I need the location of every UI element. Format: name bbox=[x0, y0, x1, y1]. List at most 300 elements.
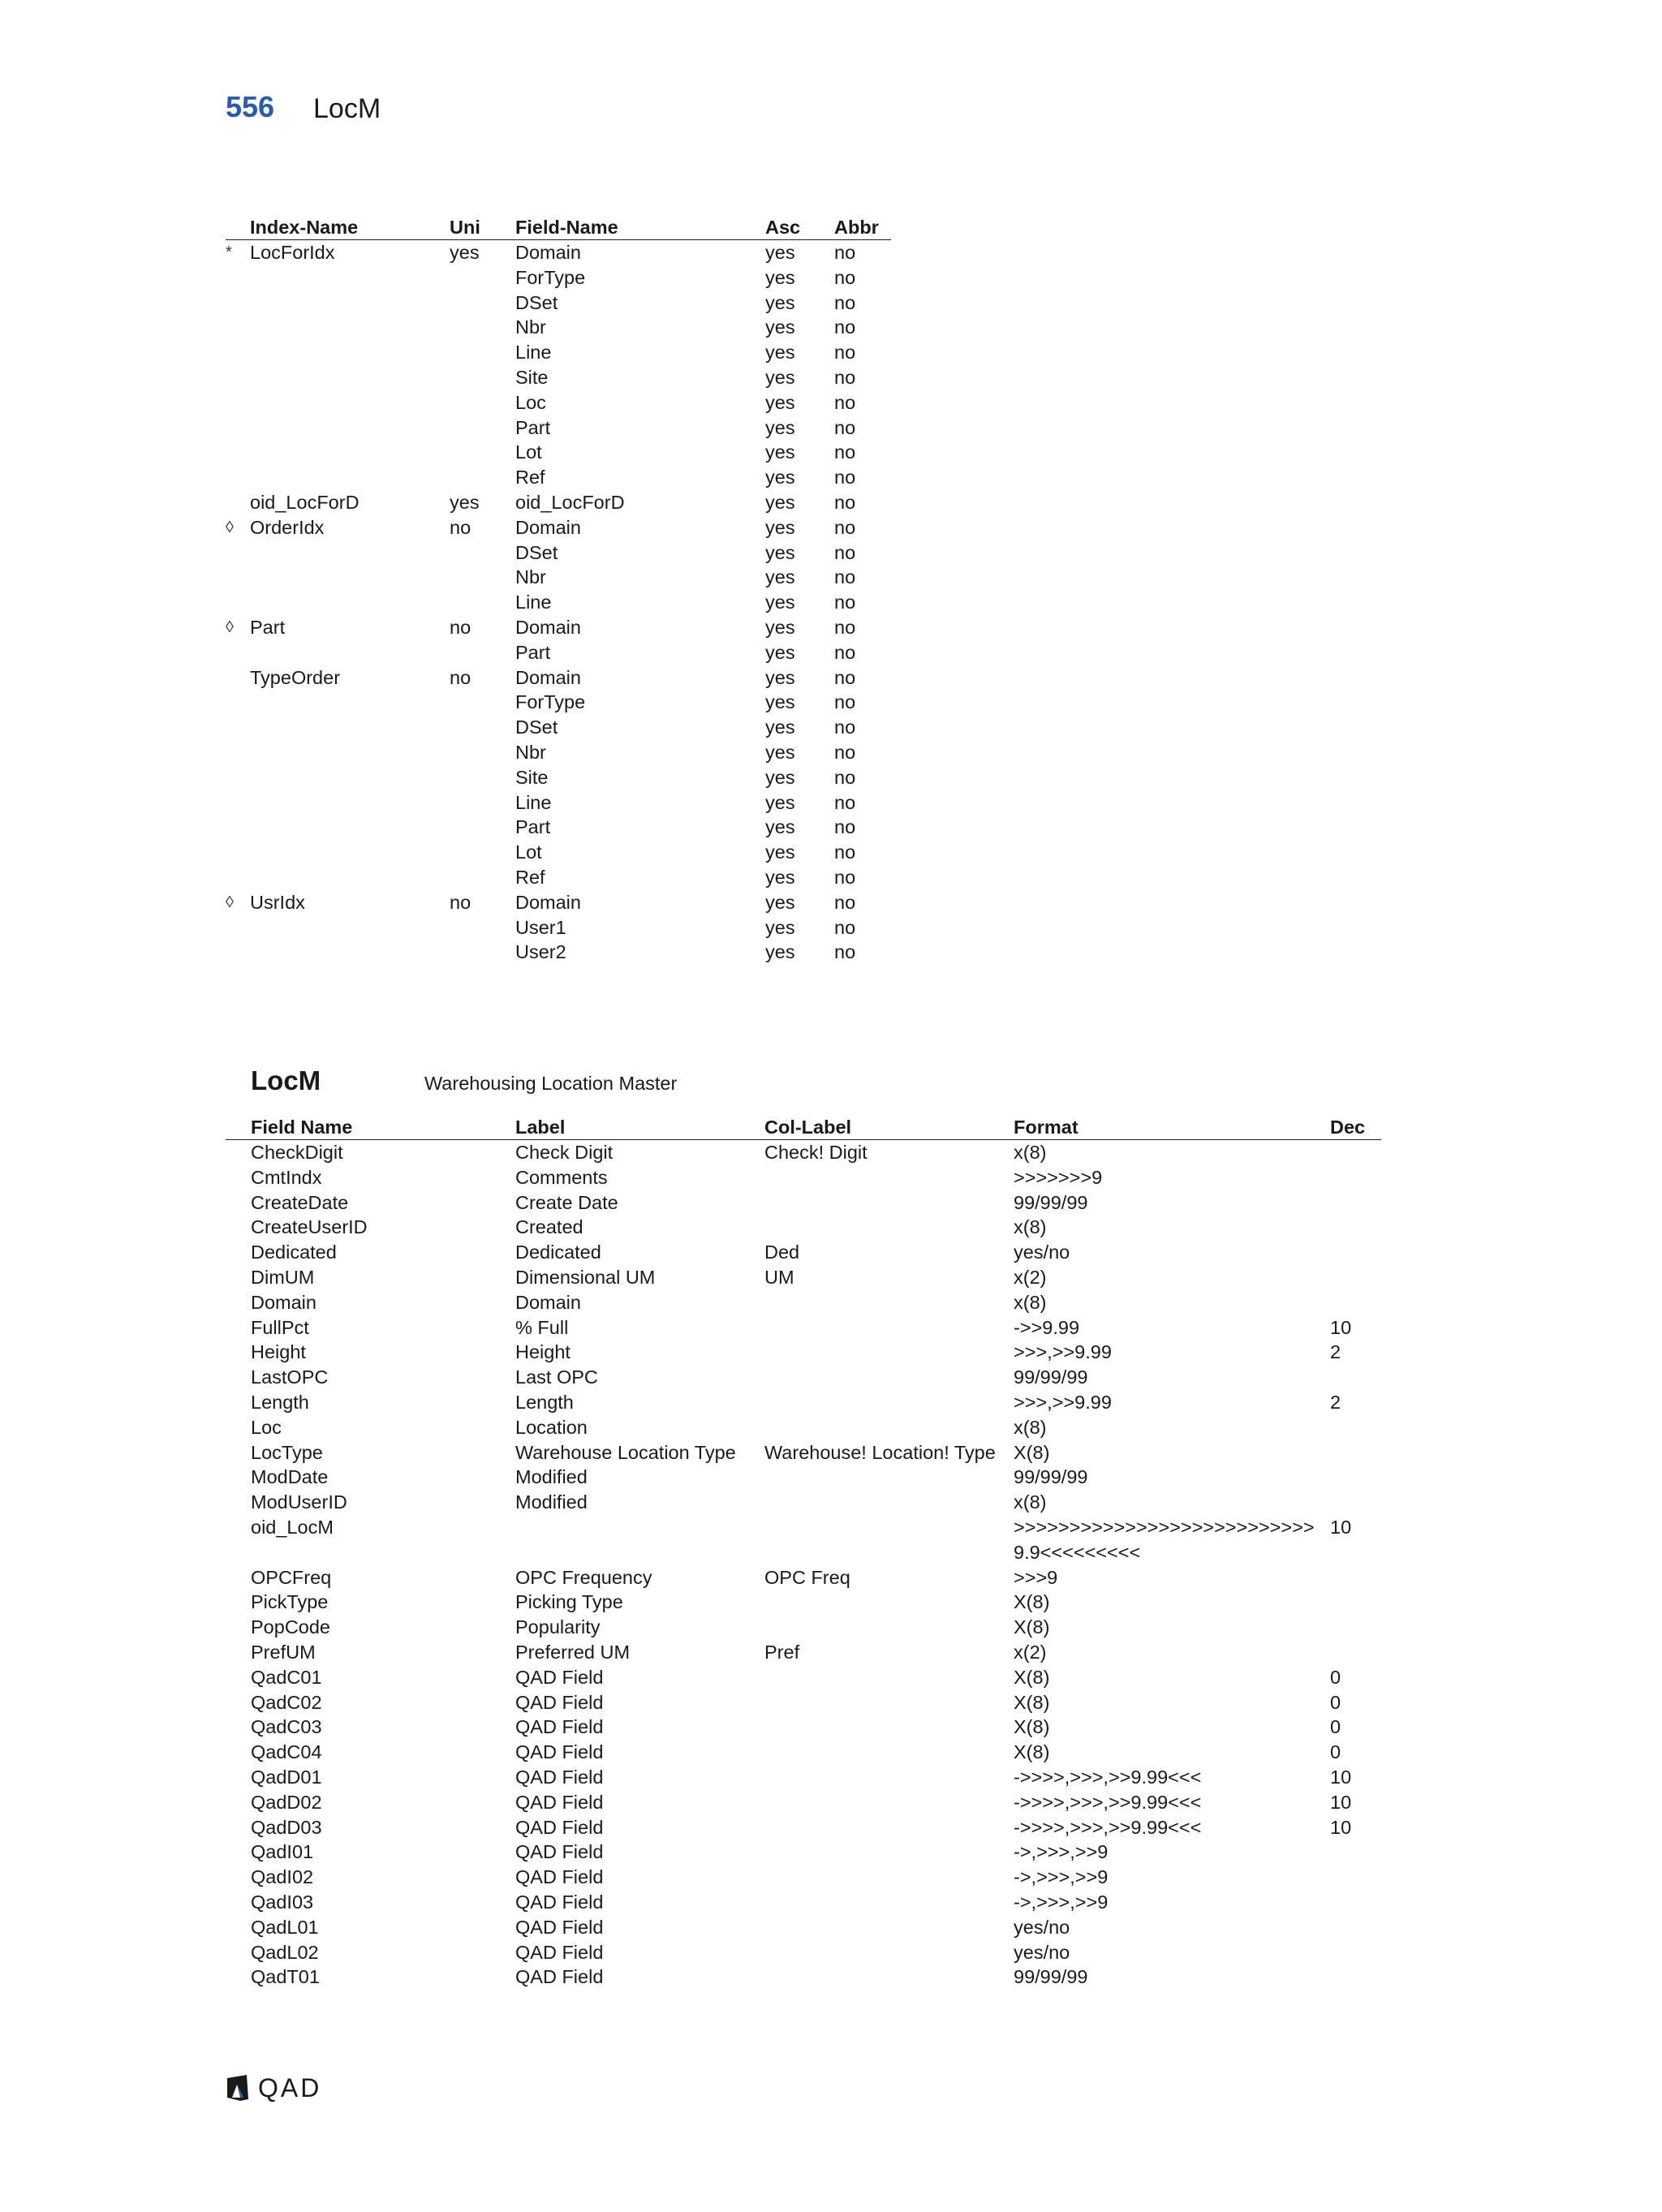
field-row bbox=[226, 1515, 1381, 1565]
field-col-label bbox=[764, 1965, 1014, 1990]
field-row-spacer bbox=[226, 1765, 251, 1790]
field-col-label: Warehouse! Location! Type bbox=[764, 1441, 996, 1463]
index-row bbox=[226, 540, 891, 566]
field-label: Warehouse Location Type bbox=[515, 1441, 736, 1463]
field-row bbox=[226, 1615, 1381, 1640]
field-label: Length bbox=[515, 1391, 574, 1413]
index-abbr: no bbox=[834, 916, 856, 938]
index-name: oid_LocForD bbox=[250, 491, 360, 513]
field-col-label: Check! Digit bbox=[764, 1142, 868, 1163]
field-row-spacer bbox=[226, 1340, 251, 1365]
index-field: Line bbox=[515, 791, 552, 813]
field-dec: 10 bbox=[1330, 1316, 1352, 1338]
field-col-label bbox=[764, 1415, 1014, 1440]
field-format: >>>,>>9.99 bbox=[1014, 1341, 1112, 1363]
index-field: Part bbox=[515, 816, 551, 838]
index-field: Line bbox=[515, 342, 552, 364]
col-label-col-header: Col-Label bbox=[764, 1117, 852, 1138]
field-row bbox=[226, 1440, 1381, 1465]
index-name bbox=[250, 440, 450, 465]
field-row-spacer bbox=[226, 1815, 251, 1840]
index-mark bbox=[226, 465, 250, 490]
index-asc: yes bbox=[765, 766, 795, 788]
field-row-spacer bbox=[226, 1965, 251, 1990]
field-row-spacer bbox=[226, 1190, 251, 1216]
field-row bbox=[226, 1315, 1381, 1341]
index-abbr: no bbox=[834, 891, 856, 913]
index-name bbox=[250, 765, 450, 790]
index-unique bbox=[450, 640, 515, 665]
index-name bbox=[250, 565, 450, 590]
index-name bbox=[250, 715, 450, 740]
index-field: Nbr bbox=[515, 741, 546, 763]
field-label: Height bbox=[515, 1341, 571, 1363]
index-name bbox=[250, 790, 450, 816]
index-asc: yes bbox=[765, 242, 795, 263]
index-unique bbox=[450, 765, 515, 790]
index-table bbox=[226, 215, 891, 965]
index-unique bbox=[450, 940, 515, 965]
field-dec bbox=[1330, 1490, 1381, 1515]
asc-header: Asc bbox=[765, 217, 801, 238]
index-name bbox=[250, 465, 450, 490]
index-name bbox=[250, 265, 450, 290]
index-row bbox=[226, 440, 891, 465]
field-row bbox=[226, 1665, 1381, 1690]
field-row bbox=[226, 1215, 1381, 1240]
field-row bbox=[226, 1915, 1381, 1940]
index-name: UsrIdx bbox=[250, 891, 305, 913]
index-name: TypeOrder bbox=[250, 666, 341, 688]
index-name: LocForIdx bbox=[250, 242, 335, 263]
index-mark bbox=[226, 865, 250, 890]
index-mark bbox=[226, 640, 250, 665]
field-row bbox=[226, 1190, 1381, 1216]
index-field: Ref bbox=[515, 467, 545, 488]
index-unique bbox=[450, 715, 515, 740]
index-row bbox=[226, 590, 891, 615]
index-unique bbox=[450, 390, 515, 415]
field-col-label: Ded bbox=[764, 1242, 800, 1263]
index-mark: * bbox=[226, 243, 232, 261]
field-col-label bbox=[764, 1215, 1014, 1240]
field-row bbox=[226, 1740, 1381, 1765]
field-label bbox=[515, 1515, 764, 1565]
field-col-label bbox=[764, 1165, 1014, 1190]
index-abbr: no bbox=[834, 316, 856, 338]
index-abbr: no bbox=[834, 391, 856, 413]
index-unique bbox=[450, 415, 515, 441]
field-dec bbox=[1330, 1590, 1381, 1615]
field-row bbox=[226, 1865, 1381, 1890]
field-row-spacer bbox=[226, 1265, 251, 1290]
index-field: ForType bbox=[515, 266, 586, 288]
index-unique bbox=[450, 365, 515, 390]
field-row bbox=[226, 1565, 1381, 1590]
index-name bbox=[250, 840, 450, 865]
field-row-spacer bbox=[226, 1165, 251, 1190]
field-label: Location bbox=[515, 1416, 588, 1438]
field-name: ModUserID bbox=[251, 1491, 347, 1513]
field-format: >>>>>>>>>>>>>>>>>>>>>>>>>>>9.9<<<<<<<<< bbox=[1014, 1516, 1315, 1563]
field-row-spacer bbox=[226, 1415, 251, 1440]
field-row-spacer bbox=[226, 1590, 251, 1615]
index-field: DSet bbox=[515, 291, 558, 313]
field-row-spacer bbox=[226, 1215, 251, 1240]
field-dec bbox=[1330, 1140, 1381, 1165]
index-mark bbox=[226, 390, 250, 415]
index-asc: yes bbox=[765, 841, 795, 863]
index-mark bbox=[226, 490, 250, 515]
index-asc: yes bbox=[765, 516, 795, 538]
index-abbr: no bbox=[834, 566, 856, 588]
index-unique bbox=[450, 565, 515, 590]
field-dec bbox=[1330, 1240, 1381, 1265]
index-table-body bbox=[226, 240, 891, 966]
field-col-label bbox=[764, 1940, 1014, 1965]
field-label: QAD Field bbox=[515, 1691, 604, 1713]
field-label: QAD Field bbox=[515, 1841, 604, 1863]
index-abbr: no bbox=[834, 467, 856, 488]
index-mark bbox=[226, 815, 250, 840]
index-row bbox=[226, 390, 891, 415]
index-name bbox=[250, 815, 450, 840]
index-field: DSet bbox=[515, 717, 558, 738]
field-name: PickType bbox=[251, 1591, 329, 1613]
format-col-header: Format bbox=[1014, 1117, 1079, 1138]
index-mark bbox=[226, 415, 250, 441]
field-name: QadL01 bbox=[251, 1916, 319, 1938]
field-format: X(8) bbox=[1014, 1616, 1050, 1638]
field-label: Create Date bbox=[515, 1191, 618, 1213]
field-name: LocType bbox=[251, 1441, 323, 1463]
index-mark bbox=[226, 790, 250, 816]
index-abbr: no bbox=[834, 416, 856, 438]
index-row bbox=[226, 315, 891, 340]
field-format: x(8) bbox=[1014, 1416, 1047, 1438]
index-asc: yes bbox=[765, 641, 795, 663]
field-label: QAD Field bbox=[515, 1916, 604, 1938]
field-col-label: Pref bbox=[764, 1641, 800, 1663]
field-row-spacer bbox=[226, 1790, 251, 1815]
field-name: CreateUserID bbox=[251, 1216, 368, 1238]
field-row-spacer bbox=[226, 1240, 251, 1265]
field-format: X(8) bbox=[1014, 1741, 1050, 1763]
index-name bbox=[250, 340, 450, 365]
field-label: Last OPC bbox=[515, 1366, 598, 1388]
field-name: oid_LocM bbox=[251, 1516, 334, 1538]
index-unique: no bbox=[450, 516, 471, 538]
field-label: Check Digit bbox=[515, 1142, 614, 1163]
index-row bbox=[226, 415, 891, 441]
index-abbr: no bbox=[834, 841, 856, 863]
index-unique: no bbox=[450, 891, 471, 913]
index-field: Lot bbox=[515, 841, 542, 863]
field-label: Domain bbox=[515, 1291, 581, 1313]
field-row-spacer bbox=[226, 1490, 251, 1515]
index-unique bbox=[450, 865, 515, 890]
index-row bbox=[226, 365, 891, 390]
field-name: QadI01 bbox=[251, 1841, 314, 1863]
field-name: QadC02 bbox=[251, 1691, 322, 1713]
index-field: User2 bbox=[515, 941, 566, 963]
index-abbr: no bbox=[834, 491, 856, 513]
field-label: QAD Field bbox=[515, 1741, 604, 1763]
uni-header: Uni bbox=[450, 217, 480, 238]
field-dec: 10 bbox=[1330, 1816, 1352, 1838]
index-field: Nbr bbox=[515, 566, 546, 588]
field-name: Length bbox=[251, 1391, 309, 1413]
field-dec bbox=[1330, 1940, 1381, 1965]
field-name: QadD03 bbox=[251, 1816, 322, 1838]
field-format: 99/99/99 bbox=[1014, 1191, 1088, 1213]
field-name: QadI02 bbox=[251, 1866, 314, 1888]
index-abbr: no bbox=[834, 516, 856, 538]
field-label: QAD Field bbox=[515, 1766, 604, 1788]
index-mark bbox=[226, 365, 250, 390]
index-asc: yes bbox=[765, 467, 795, 488]
field-format: ->,>>>,>>9 bbox=[1014, 1891, 1109, 1913]
index-name bbox=[250, 940, 450, 965]
index-abbr: no bbox=[834, 741, 856, 763]
index-asc: yes bbox=[765, 941, 795, 963]
field-row bbox=[226, 1715, 1381, 1740]
field-format: X(8) bbox=[1014, 1591, 1050, 1613]
field-format: ->,>>>,>>9 bbox=[1014, 1841, 1109, 1863]
index-table-header bbox=[226, 215, 891, 240]
index-asc: yes bbox=[765, 441, 795, 463]
index-abbr: no bbox=[834, 616, 856, 638]
field-name: QadT01 bbox=[251, 1966, 320, 1988]
field-col-label bbox=[764, 1665, 1014, 1690]
field-table-body bbox=[226, 1140, 1381, 1990]
field-row bbox=[226, 1815, 1381, 1840]
index-unique bbox=[450, 690, 515, 715]
index-row bbox=[226, 740, 891, 765]
index-name bbox=[250, 540, 450, 566]
index-unique bbox=[450, 465, 515, 490]
index-field: Ref bbox=[515, 866, 545, 888]
field-row bbox=[226, 1290, 1381, 1315]
field-col-label bbox=[764, 1590, 1014, 1615]
index-abbr: no bbox=[834, 766, 856, 788]
field-row-spacer bbox=[226, 1440, 251, 1465]
index-unique bbox=[450, 815, 515, 840]
field-label: Created bbox=[515, 1216, 583, 1238]
index-asc: yes bbox=[765, 366, 795, 388]
index-mark bbox=[226, 440, 250, 465]
index-unique bbox=[450, 440, 515, 465]
field-row-spacer bbox=[226, 1290, 251, 1315]
index-field: User1 bbox=[515, 916, 566, 938]
field-format: ->>>>,>>>,>>9.99<<< bbox=[1014, 1791, 1202, 1813]
field-row bbox=[226, 1840, 1381, 1865]
index-mark bbox=[226, 740, 250, 765]
field-name-col-header: Field Name bbox=[251, 1117, 353, 1138]
field-format: >>>,>>9.99 bbox=[1014, 1391, 1112, 1413]
field-dec: 10 bbox=[1330, 1766, 1352, 1788]
index-mark bbox=[226, 940, 250, 965]
index-row bbox=[226, 890, 891, 915]
index-abbr: no bbox=[834, 816, 856, 838]
index-mark bbox=[226, 340, 250, 365]
index-field: Nbr bbox=[515, 316, 546, 338]
field-row bbox=[226, 1340, 1381, 1365]
qad-logo-text: QAD bbox=[258, 2073, 322, 2102]
field-format: x(8) bbox=[1014, 1491, 1047, 1513]
field-dec bbox=[1330, 1915, 1381, 1940]
index-abbr: no bbox=[834, 866, 856, 888]
index-unique bbox=[450, 915, 515, 940]
field-format: X(8) bbox=[1014, 1716, 1050, 1738]
field-format: X(8) bbox=[1014, 1666, 1050, 1688]
field-col-label bbox=[764, 1690, 1014, 1715]
index-row bbox=[226, 690, 891, 715]
field-dec bbox=[1330, 1415, 1381, 1440]
field-dec bbox=[1330, 1365, 1381, 1390]
field-dec bbox=[1330, 1190, 1381, 1216]
field-row bbox=[226, 1415, 1381, 1440]
field-format: x(8) bbox=[1014, 1216, 1047, 1238]
index-row bbox=[226, 490, 891, 515]
field-row bbox=[226, 1465, 1381, 1490]
field-row-spacer bbox=[226, 1840, 251, 1865]
field-dec: 0 bbox=[1330, 1691, 1341, 1713]
field-row-spacer bbox=[226, 1640, 251, 1665]
field-row bbox=[226, 1390, 1381, 1415]
field-label: QAD Field bbox=[515, 1666, 604, 1688]
index-row bbox=[226, 815, 891, 840]
index-row bbox=[226, 640, 891, 665]
index-name bbox=[250, 640, 450, 665]
index-row bbox=[226, 940, 891, 965]
index-asc: yes bbox=[765, 291, 795, 313]
field-name: PrefUM bbox=[251, 1641, 316, 1663]
index-row bbox=[226, 340, 891, 365]
field-row bbox=[226, 1765, 1381, 1790]
index-unique bbox=[450, 590, 515, 615]
index-asc: yes bbox=[765, 891, 795, 913]
field-format: 99/99/99 bbox=[1014, 1966, 1088, 1988]
field-dec bbox=[1330, 1890, 1381, 1915]
field-label: QAD Field bbox=[515, 1791, 604, 1813]
field-label: Comments bbox=[515, 1166, 608, 1188]
field-dec: 0 bbox=[1330, 1666, 1341, 1688]
field-row-spacer bbox=[226, 1865, 251, 1890]
index-mark: ◊ bbox=[226, 618, 234, 636]
index-asc: yes bbox=[765, 416, 795, 438]
field-name: LastOPC bbox=[251, 1366, 329, 1388]
index-abbr: no bbox=[834, 641, 856, 663]
index-abbr: no bbox=[834, 242, 856, 263]
field-label: QAD Field bbox=[515, 1891, 604, 1913]
field-name: CmtIndx bbox=[251, 1166, 322, 1188]
index-row bbox=[226, 240, 891, 265]
index-row bbox=[226, 840, 891, 865]
index-abbr: no bbox=[834, 592, 856, 613]
index-mark bbox=[226, 315, 250, 340]
field-col-label bbox=[764, 1515, 1014, 1565]
field-name: Dedicated bbox=[251, 1242, 337, 1263]
field-format: X(8) bbox=[1014, 1441, 1050, 1463]
index-unique: no bbox=[450, 616, 471, 638]
index-unique bbox=[450, 540, 515, 566]
field-format: x(8) bbox=[1014, 1291, 1047, 1313]
field-col-label bbox=[764, 1765, 1014, 1790]
index-abbr: no bbox=[834, 366, 856, 388]
field-dec bbox=[1330, 1615, 1381, 1640]
index-mark: ◊ bbox=[226, 518, 234, 536]
field-col-label bbox=[764, 1390, 1014, 1415]
field-col-label bbox=[764, 1915, 1014, 1940]
field-format: ->,>>>,>>9 bbox=[1014, 1866, 1109, 1888]
field-row bbox=[226, 1265, 1381, 1290]
field-format: X(8) bbox=[1014, 1691, 1050, 1713]
section-title: LocM bbox=[251, 1065, 321, 1095]
field-dec bbox=[1330, 1965, 1381, 1990]
index-asc: yes bbox=[765, 741, 795, 763]
index-field: Loc bbox=[515, 391, 546, 413]
index-unique bbox=[450, 340, 515, 365]
index-asc: yes bbox=[765, 541, 795, 563]
field-dec bbox=[1330, 1840, 1381, 1865]
field-label: Dedicated bbox=[515, 1242, 601, 1263]
field-dec bbox=[1330, 1265, 1381, 1290]
index-unique: yes bbox=[450, 491, 480, 513]
field-label: Picking Type bbox=[515, 1591, 623, 1613]
field-label: QAD Field bbox=[515, 1866, 604, 1888]
index-row bbox=[226, 615, 891, 640]
index-name: OrderIdx bbox=[250, 516, 325, 538]
field-format: ->>>>,>>>,>>9.99<<< bbox=[1014, 1766, 1202, 1788]
field-row bbox=[226, 1140, 1381, 1165]
field-row bbox=[226, 1940, 1381, 1965]
field-name: FullPct bbox=[251, 1316, 309, 1338]
index-abbr: no bbox=[834, 291, 856, 313]
field-dec: 0 bbox=[1330, 1741, 1341, 1763]
field-label: Preferred UM bbox=[515, 1641, 631, 1663]
index-row bbox=[226, 865, 891, 890]
abbr-header: Abbr bbox=[834, 217, 879, 238]
index-mark bbox=[226, 915, 250, 940]
index-name-header: Index-Name bbox=[250, 217, 359, 238]
index-abbr: no bbox=[834, 941, 856, 963]
field-format: yes/no bbox=[1014, 1941, 1070, 1963]
field-label: OPC Frequency bbox=[515, 1566, 652, 1588]
index-name bbox=[250, 365, 450, 390]
field-format: >>>>>>>9 bbox=[1014, 1166, 1103, 1188]
index-name bbox=[250, 865, 450, 890]
index-field: Domain bbox=[515, 616, 581, 638]
index-asc: yes bbox=[765, 691, 795, 713]
index-asc: yes bbox=[765, 866, 795, 888]
field-col-label bbox=[764, 1790, 1014, 1815]
index-asc: yes bbox=[765, 666, 795, 688]
field-name: QadC03 bbox=[251, 1716, 322, 1738]
index-name bbox=[250, 315, 450, 340]
field-format: x(2) bbox=[1014, 1266, 1047, 1288]
field-label: QAD Field bbox=[515, 1966, 604, 1988]
field-format: 99/99/99 bbox=[1014, 1366, 1088, 1388]
field-col-label bbox=[764, 1715, 1014, 1740]
index-unique bbox=[450, 290, 515, 316]
field-row bbox=[226, 1890, 1381, 1915]
section-description: Warehousing Location Master bbox=[424, 1073, 678, 1094]
field-name: Height bbox=[251, 1341, 306, 1363]
index-asc: yes bbox=[765, 342, 795, 364]
field-spacer-header bbox=[226, 1115, 251, 1140]
index-abbr: no bbox=[834, 266, 856, 288]
